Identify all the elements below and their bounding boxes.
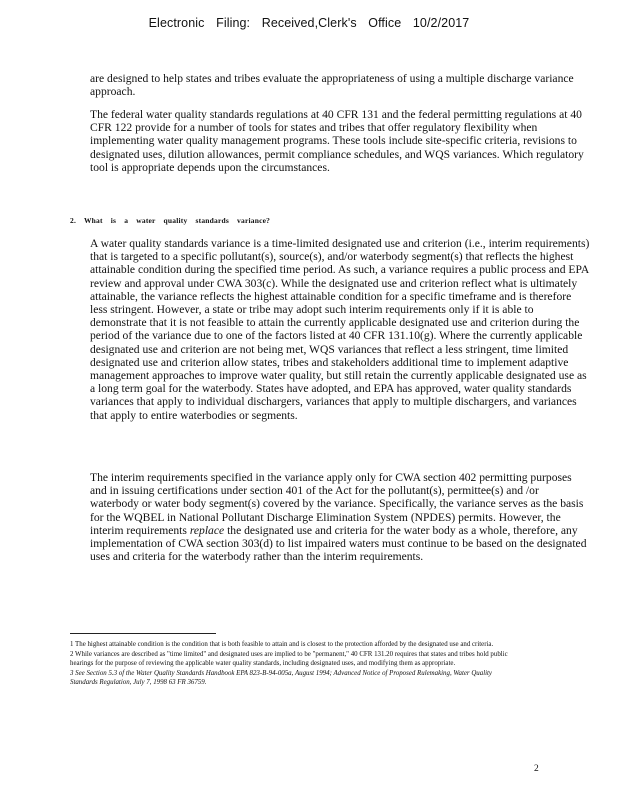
electronic-filing-stamp: Electronic Filing: Received,Clerk's Office 10/2/2017 xyxy=(148,16,470,30)
section-heading: 2. What is a water quality standards variance? xyxy=(70,216,271,225)
footnotes xyxy=(70,640,510,688)
footnote-divider xyxy=(70,633,216,634)
paragraph-variance-definition: A water quality standards variance is a time-limited designated use and criterion (i.e., interim requirements) that is targeted to a specific pollutant(s), source(s), and/or waterbody segment(s) that reflects the highest attainable condition during the specified time period. As such, a variance requires a public process and EPA review and approval under CWA 303(c). While the designated use and criterion reflect what is ultimately attainable, the variance reflects the highest attainable condition for a specific timeframe and is therefore less stringent. However, a state or tribe may adopt such interim requirements only if it is able to demonstrate that it is not feasible to attain the currently applicable designated use and criterion during the period of the variance due to one of the factors listed at 40 CFR 131.10(g). Where the currently applicable designated use and criterion are not being met, WQS variances that reflect a less stringent, time limited designated use and criterion allow states, tribes and stakeholders additional time to implement adaptive management approaches to improve water quality, but still retain the currently applicable designated use as a long term goal for the waterbody. States have adopted, and EPA has approved, water quality standards variances that apply to individual dischargers, variances that apply to multiple dischargers, and variances that apply to entire waterbodies or segments. xyxy=(90,237,590,422)
emphasis-replace: replace xyxy=(189,523,225,537)
paragraph-continuation: are designed to help states and tribes evaluate the appropriateness of using a multiple discharge variance approach. xyxy=(90,72,574,99)
page-number: 2 xyxy=(534,764,539,774)
paragraph-regulatory-tools: The federal water quality standards regulations at 40 CFR 131 and the federal permitting regulations at 40 CFR 122 provide for a number of tools for states and tribes that offer regulatory flexibility when implementing water quality management programs. These tools include site-specific criteria, revisions to designated uses, dilution allowances, permit compliance schedules, and WQS variances. Which regulatory tool is appropriate depends upon the circumstances. xyxy=(90,108,584,174)
footnote-2: 2 While variances are described as "time limited" and designated uses are implied to be "permanent," 40 CFR 131.20 requires that states and tribes hold public hearings for the purpose of reviewing the applicable water quality standards, including designated uses, and modifying them as appropriate. xyxy=(70,650,508,667)
paragraph-interim-text-end: the designated use and criteria for the water body as a whole, therefore, any implementation of CWA section 303(d) to list impaired waters must continue to be based on the designated uses and criteria for the waterbody rather than the interim requirements. xyxy=(90,523,587,564)
paragraph-interim-text-start: The interim requirements specified in the variance apply only for CWA section 402 permitting purposes and in issuing certifications under section 401 of the Act for the pollutant(s), permittee(s) and /or waterbody or water body segment(s) covered by the variance. Specifically, the variance serves as the basis for the WQBEL in National Pollutant Discharge Elimination System (NPDES) permits. However, the interim requirements xyxy=(90,471,584,537)
footnote-1: 1 The highest attainable condition is the condition that is both feasible to attain and is closest to the protection afforded by the designated use and criteria. xyxy=(70,641,494,648)
paragraph-interim-requirements xyxy=(90,471,590,563)
footnote-3: 3 See Section 5.3 of the Water Quality Standards Handbook EPA 823-B-94-005a, August 1994; Advanced Notice of Proposed Rulemaking, Water Quality Standards Regulation, July 7, 1998 63 FR 36759. xyxy=(70,669,492,686)
